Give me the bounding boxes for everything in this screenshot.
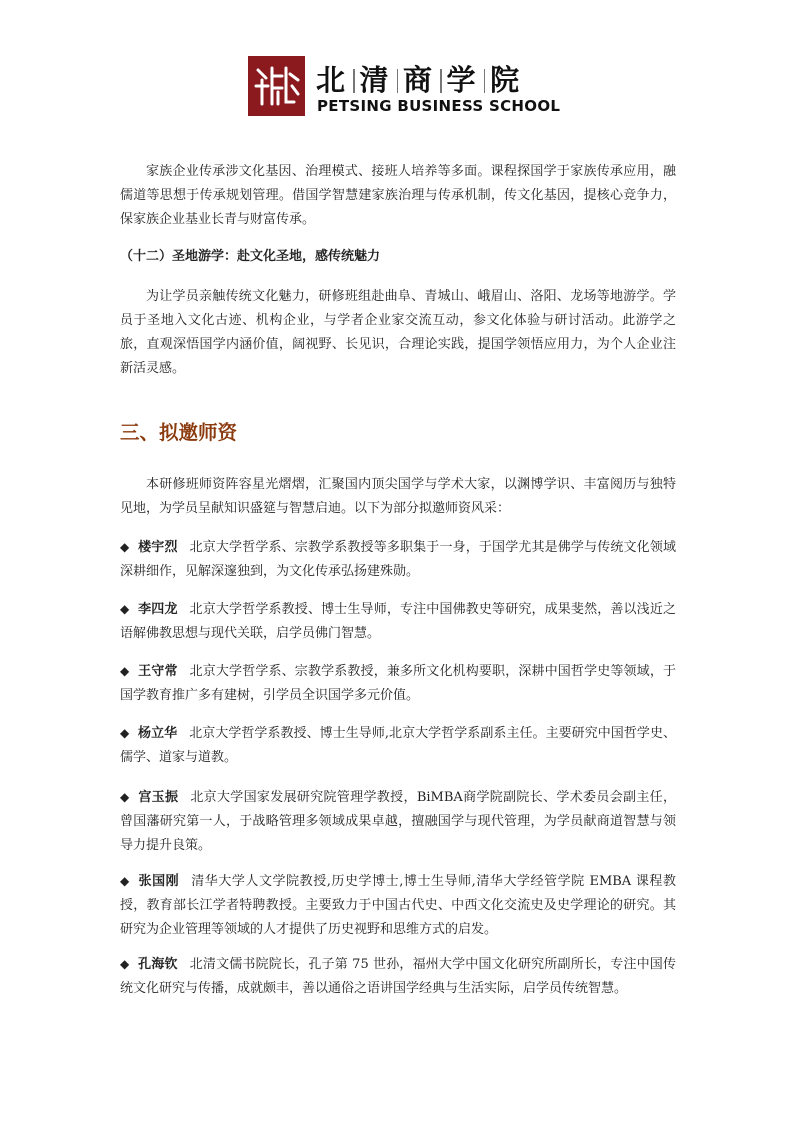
diamond-bullet-icon: ◆	[120, 664, 130, 678]
teacher-name: 王守常	[138, 664, 178, 679]
teacher-name: 楼宇烈	[138, 540, 178, 555]
brand-char: 北	[316, 63, 349, 97]
subsection-body: 为让学员亲触传统文化魅力，研修班组赴曲阜、青城山、峨眉山、洛阳、龙场等地游学。学员于圣地入文化古迹、机构企业，与学者企业家交流互动，参文化体验与研讨活动。此游学之旅，直观深悟国学内涵价值，阔视野、长见识，合理论实践，提国学领悟应用力，为个人企业注新活灵感。	[120, 289, 676, 376]
teacher-desc: 北京大学哲学系、宗教学系教授等多职集于一身，于国学尤其是佛学与传统文化领域深耕细作，见解深邃独到，为文化传承弘扬建殊勋。	[120, 540, 676, 579]
teacher-name: 张国刚	[138, 874, 180, 889]
teacher-name: 杨立华	[138, 726, 178, 741]
section-title-block	[120, 418, 676, 448]
page-header	[248, 56, 561, 122]
intro-paragraph: 家族企业传承涉文化基因、治理模式、接班人培养等多面。课程探国学于家族传承应用，融儒道等思想于传承规划管理。借国学智慧建家族治理与传承机制，传文化基因，提核心竞争力，保家族企业基业长青与财富传承。	[120, 164, 676, 227]
brand-divider	[484, 69, 486, 93]
subsection-body-block	[120, 285, 676, 381]
teacher-item	[120, 869, 676, 942]
teacher-desc: 北京大学国家发展研究院管理学教授，BiMBA商学院副院长、学术委员会副主任，曾国藩研究第一人，于战略管理多领域成果卓越，擅融国学与现代管理，为学员献商道智慧与领导力提升良策。	[120, 790, 676, 853]
brand-divider	[397, 69, 399, 93]
brand-name-en: PETSING BUSINESS SCHOOL	[317, 97, 561, 115]
subsection-heading: （十二）圣地游学：赴文化圣地，感传统魅力	[120, 249, 381, 264]
teacher-item	[120, 597, 676, 646]
teacher-desc: 北清文儒书院院长，孔子第 75 世孙，福州大学中国文化研究所副所长，专注中国传统文化研究与传播，成就颇丰，善以通俗之语讲国学经典与生活实际，启学员传统智慧。	[120, 957, 676, 996]
teacher-desc: 清华大学人文学院教授,历史学博士,博士生导师,清华大学经管学院 EMBA 课程教授，教育部长江学者特聘教授。主要致力于中国古代史、中西文化交流史及史学理论的研究。其研究为企业管理等领域的人才提供了历史视野和思维方式的启发。	[120, 874, 676, 937]
diamond-bullet-icon: ◆	[120, 790, 130, 804]
logo-icon	[248, 56, 305, 116]
diamond-bullet-icon: ◆	[120, 957, 130, 971]
diamond-bullet-icon: ◆	[120, 726, 130, 740]
teacher-name: 孔海钦	[138, 957, 178, 972]
brand-char: 清	[359, 63, 392, 97]
diamond-bullet-icon: ◆	[120, 540, 130, 554]
teacher-name: 宫玉振	[138, 790, 179, 805]
section-intro: 本研修班师资阵容星光熠熠，汇聚国内顶尖国学与学术大家，以渊博学识、丰富阅历与独特见地，为学员呈献知识盛筵与智慧启迪。以下为部分拟邀师资风采：	[120, 477, 676, 516]
teacher-item	[120, 785, 676, 858]
brand-char: 学	[446, 63, 479, 97]
brand-name-cn	[316, 58, 522, 99]
intro-paragraph-block	[120, 160, 676, 232]
teacher-item	[120, 721, 676, 770]
teacher-desc: 北京大学哲学系教授、博士生导师,北京大学哲学系副系主任。主要研究中国哲学史、儒学、道家与道教。	[120, 726, 676, 765]
teacher-item	[120, 952, 676, 1001]
section-title: 三、拟邀师资	[120, 421, 238, 444]
diamond-bullet-icon: ◆	[120, 874, 130, 888]
brand-divider	[353, 69, 355, 93]
subsection-heading-block	[120, 246, 676, 268]
brand-char: 院	[490, 63, 523, 97]
teacher-item	[120, 535, 676, 584]
diamond-bullet-icon: ◆	[120, 602, 130, 616]
teacher-item	[120, 659, 676, 708]
teacher-desc: 北京大学哲学系教授、博士生导师，专注中国佛教史等研究，成果斐然，善以浅近之语解佛教思想与现代关联，启学员佛门智慧。	[120, 602, 676, 641]
brand-divider	[440, 69, 442, 93]
teacher-name: 李四龙	[138, 602, 178, 617]
section-intro-block	[120, 473, 676, 521]
teacher-desc: 北京大学哲学系、宗教学系教授，兼多所文化机构要职，深耕中国哲学史等领域，于国学教育推广多有建树，引学员全识国学多元价值。	[120, 664, 676, 703]
brand-char: 商	[403, 63, 436, 97]
